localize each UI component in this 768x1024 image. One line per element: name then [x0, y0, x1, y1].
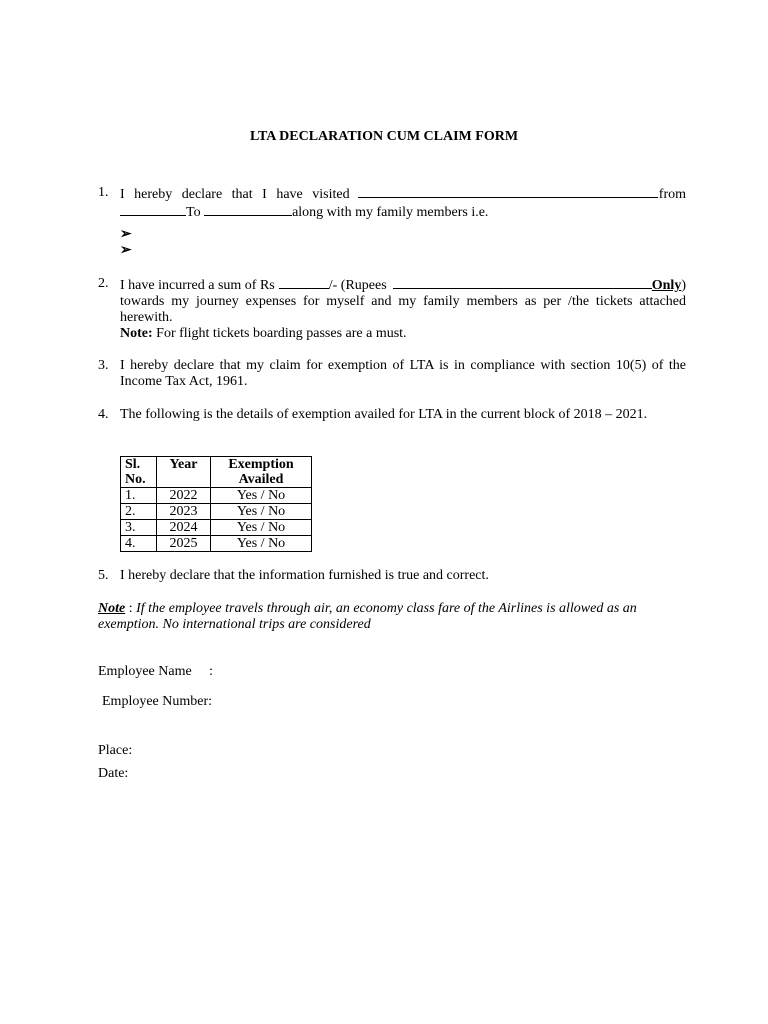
to-place-blank[interactable]: [204, 203, 292, 216]
item-2-line-2: towards my journey expenses for myself and my family members as per /the tickets attached herewith.: [120, 294, 686, 325]
item-1-line-2: [120, 203, 686, 221]
header-exemption-availed: Exemption Availed: [211, 457, 312, 488]
item-2-note: [120, 326, 686, 342]
cell-sl-no: 1.: [121, 488, 157, 504]
table-row: [121, 520, 312, 536]
note-text: If the employee travels through air, an economy class fare of the Airlines is allowed as an exemption. No international trips are considered: [98, 601, 637, 632]
declaration-item-5: [98, 568, 686, 584]
item-2-text-b: /- (Rupees: [328, 278, 387, 293]
note-label: Note: [98, 601, 126, 616]
item-number: 4.: [98, 407, 109, 422]
cell-exemption[interactable]: Yes / No: [211, 504, 312, 520]
cell-exemption[interactable]: Yes / No: [211, 488, 312, 504]
item-4-text: The following is the details of exemption availed for LTA in the current block of 2018 – 2021.: [120, 407, 648, 422]
cell-exemption[interactable]: Yes / No: [211, 536, 312, 552]
family-member-bullet-icon: ➢: [120, 227, 132, 242]
table-row: [121, 536, 312, 552]
employee-name-field[interactable]: Employee Name :: [98, 664, 214, 679]
cell-sl-no: 2.: [121, 504, 157, 520]
table-row: [121, 504, 312, 520]
cell-sl-no: 4.: [121, 536, 157, 552]
item-number: 3.: [98, 358, 109, 373]
cell-year: 2025: [157, 536, 211, 552]
item-1-text-c: To: [186, 205, 201, 220]
date-field[interactable]: Date:: [98, 766, 129, 781]
cell-exemption[interactable]: Yes / No: [211, 520, 312, 536]
item-number: 2.: [98, 276, 109, 291]
cell-year: 2023: [157, 504, 211, 520]
item-2-line-1: [120, 276, 686, 294]
header-year: Year: [157, 457, 211, 488]
cell-year: 2024: [157, 520, 211, 536]
visited-place-blank[interactable]: [358, 185, 658, 198]
declaration-item-3: [98, 358, 686, 390]
declaration-item-4: [98, 407, 686, 423]
item-number: 1.: [98, 185, 109, 200]
employee-number-field[interactable]: Employee Number:: [102, 694, 213, 709]
item-1-text-a: I hereby declare that I have visited: [120, 187, 350, 202]
air-travel-note: [98, 601, 686, 633]
header-sl-no: Sl. No.: [121, 457, 157, 488]
item-1-text-d: along with my family members i.e.: [292, 205, 489, 220]
exemption-table: [120, 456, 312, 552]
table-row: [121, 488, 312, 504]
amount-blank[interactable]: [279, 276, 329, 289]
family-member-bullet-icon: ➢: [120, 243, 132, 258]
item-2-close-paren: ): [681, 278, 686, 293]
item-2-text-a: I have incurred a sum of Rs: [120, 278, 275, 293]
item-5-text: I hereby declare that the information furnished is true and correct.: [120, 568, 489, 583]
item-2-note-label: Note:: [120, 326, 153, 341]
note-separator: :: [125, 601, 137, 616]
item-2-note-text: For flight tickets boarding passes are a must.: [156, 326, 407, 341]
cell-year: 2022: [157, 488, 211, 504]
declaration-item-2: [98, 276, 686, 342]
item-2-only: Only: [651, 278, 682, 293]
item-3-text: I hereby declare that my claim for exemption of LTA is in compliance with section 10(5) of the Income Tax Act, 1961.: [120, 358, 686, 389]
place-field[interactable]: Place:: [98, 743, 133, 758]
item-1-line-1: [120, 185, 686, 203]
item-number: 5.: [98, 568, 109, 583]
from-place-blank[interactable]: [120, 203, 186, 216]
item-1-text-b: from: [658, 187, 686, 202]
cell-sl-no: 3.: [121, 520, 157, 536]
declaration-item-1: [98, 185, 686, 221]
form-title: LTA DECLARATION CUM CLAIM FORM: [249, 129, 519, 144]
amount-words-blank[interactable]: [393, 276, 652, 289]
table-header-row: [121, 457, 312, 488]
